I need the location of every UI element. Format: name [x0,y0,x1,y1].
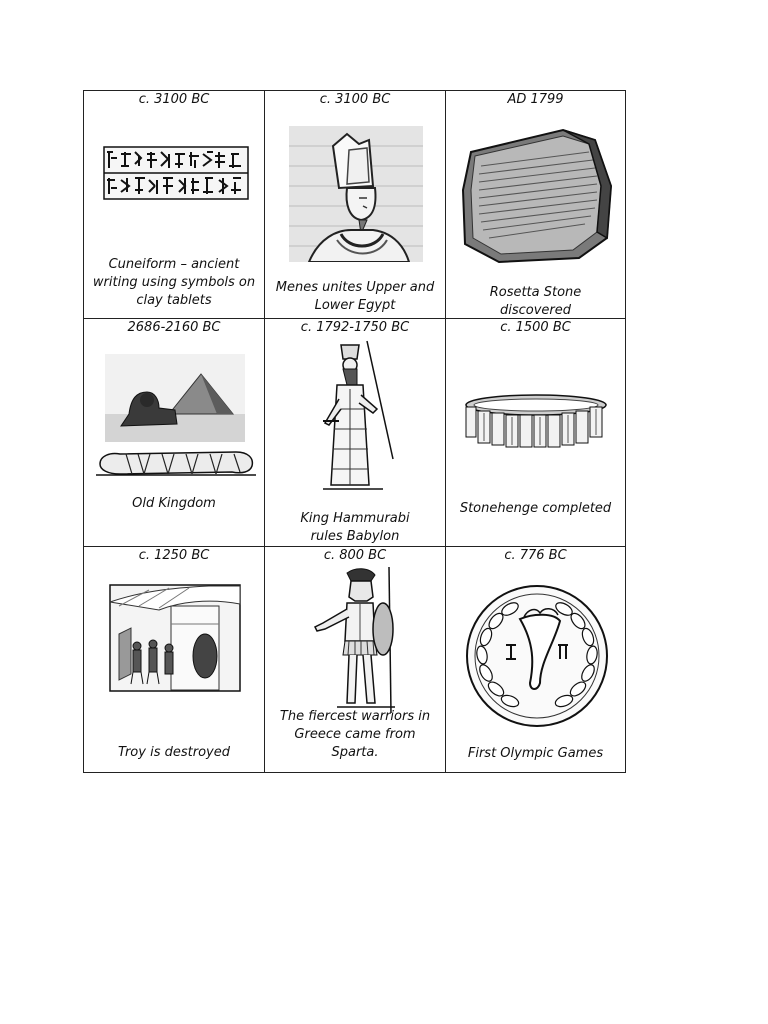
card-date: c. 1792-1750 BC [300,320,410,335]
babylonian-king-illustration [317,339,397,493]
card-caption: Rosetta Stone discovered [489,285,582,318]
card-date: c. 800 BC [323,548,387,563]
card-caption: Cuneiform – ancient writing using symbols on clay tablets [92,257,256,308]
card-date: c. 1500 BC [500,320,571,335]
cuneiform-tablet-illustration [103,146,249,200]
rosetta-stone-illustration [459,126,615,266]
timeline-card-hammurabi [265,319,446,547]
timeline-card-olympic-games [446,547,625,772]
card-caption: Stonehenge completed [459,501,612,516]
timeline-card-grid [83,90,626,773]
card-caption: Old Kingdom [132,496,216,511]
timeline-card-stonehenge [446,319,625,547]
troy-scene-illustration [109,584,241,692]
timeline-card-rosetta-stone [446,91,625,319]
card-caption: Menes unites Upper and Lower Egypt [275,280,435,313]
olympic-coin-illustration [464,583,610,729]
card-date: 2686-2160 BC [127,320,221,335]
sphinx-pyramid-illustration [105,354,245,442]
pharaoh-illustration [289,126,423,262]
card-caption: King Hammurabi rules Babylon [300,511,410,544]
card-date: c. 776 BC [504,548,567,563]
timeline-card-old-kingdom [84,319,265,547]
spartan-warrior-illustration [311,567,403,713]
mummy-illustration [96,446,256,476]
card-caption: The fiercest warriors in Greece came from Sparta. [279,709,431,760]
card-caption: Troy is destroyed [118,745,230,760]
card-date: c. 1250 BC [138,548,210,563]
stonehenge-illustration [462,389,610,449]
timeline-card-troy [84,547,265,772]
timeline-card-cuneiform [84,91,265,319]
card-date: AD 1799 [507,92,564,107]
timeline-card-sparta [265,547,446,772]
card-caption: First Olympic Games [467,746,604,761]
card-date: c. 3100 BC [319,92,391,107]
card-date: c. 3100 BC [138,92,210,107]
timeline-card-menes [265,91,446,319]
